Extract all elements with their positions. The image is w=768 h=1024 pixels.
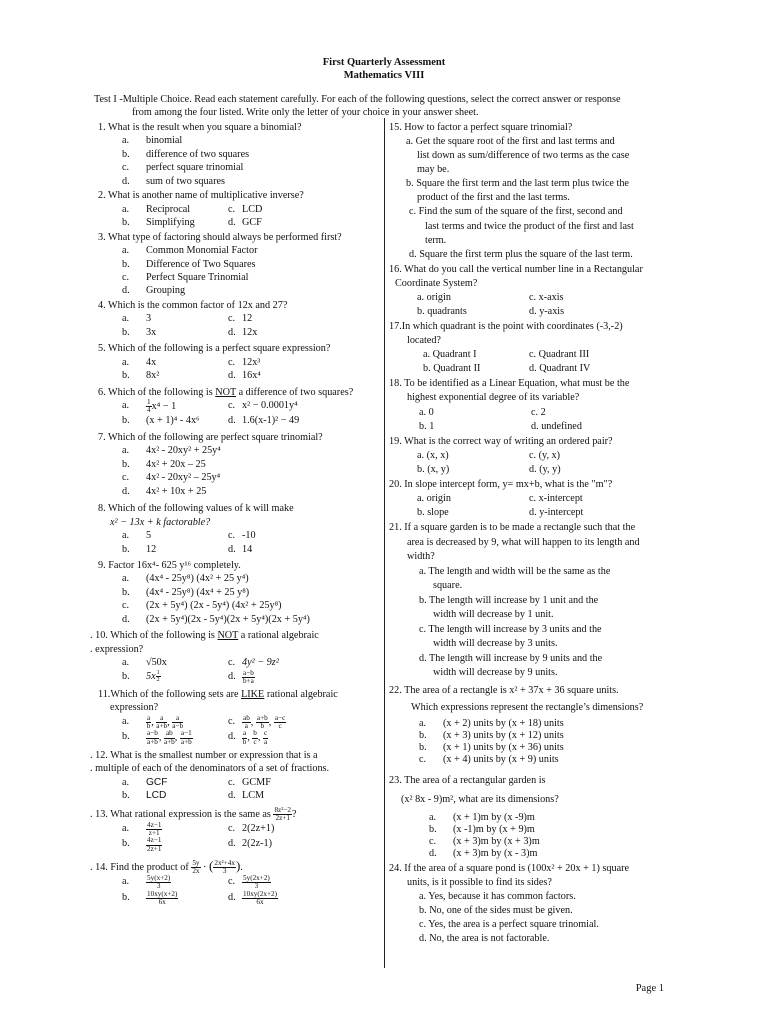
option-row: a. 3 c. 12 [122, 313, 253, 325]
fraction: $\frac{1}{4}$ [147, 398, 151, 415]
instructions-line-2: from among the four listed. Write only the letter of your choice in your answer sheet. [132, 107, 479, 119]
column-divider [384, 118, 385, 968]
question-text: 6. Which of the following is NOT a difference of two squares? [98, 386, 354, 398]
question-text: 19. What is the correct way of writing an ordered pair? [389, 435, 613, 447]
question-11 [88, 688, 380, 746]
question-14 [80, 857, 380, 906]
option-b: b. Difference of Two Squares [122, 258, 256, 270]
question-text: 16. What do you call the vertical number line in a Rectangular [389, 263, 643, 275]
option-row: a. $\frac{5y(x+2)}{3}$ c. $\frac{5y(2x+2)}{3}$ [122, 874, 270, 891]
option-row: b. $\frac{a-b}{a+b}$ , $\frac{ab}{a+b}$ , $\frac{a-1}{a+b}$ d. $\frac{a}{b}$ , $\frac{b}{c}$ , $\frac{c}{a}$ [122, 729, 268, 746]
fraction: $\frac{5y(x+2)}{3}$ [147, 874, 171, 891]
question-2 [88, 189, 380, 229]
question-text: . 13. What rational expression is the same as $\frac{\text{8z²−2}}{2z+1}$ ? [90, 805, 297, 822]
option-row: b. 3x d. 12x [122, 326, 258, 338]
fraction: $\frac{1}{2}$ [156, 670, 160, 684]
option-a: a. (4x⁴ - 25y⁸) (4x² + 25 y⁴) [122, 573, 249, 585]
question-text-continued: . expression? [90, 643, 144, 655]
question-text: . 10. Which of the following is NOT a rational algebraic [90, 630, 319, 642]
option-c: c. Perfect Square Trinomial [122, 271, 249, 283]
question-19: 19. What is the correct way of writing an ordered pair? a. (x, x) c. (y, x) b. (x, y) d. (y, y) [389, 435, 689, 477]
question-text-continued: expression? [110, 702, 159, 714]
question-21: 21. If a square garden is to be made a rectangle such that the area is decreased by 9, what will happen to its length and width? a. The length and width will be the same as the square. b. The length will increase by 1 unit and the width will decrease by 1 unit. c. The length will increase by 3 units and the width will decrease by 3 units. d. The length will increase by 9 units and the width will decrease by 9 units. [389, 521, 689, 680]
question-7 [88, 431, 380, 498]
question-text: 18. To be identified as a Linear Equation, what must be the [389, 378, 630, 390]
question-text: 8. Which of the following values of k will make [98, 503, 294, 515]
option-row: a. $\frac{4z-1}{z+1}$ c. 2(2z+1) [122, 820, 275, 838]
option-row: b. 5x $\frac{1}{2}$ d. $\frac{a-b}{b+a}$ [122, 668, 254, 685]
question-text-continued: . multiple of each of the denominators of a set of fractions. [90, 763, 330, 775]
option-row: a. √50x c. 4y² − 9z² [122, 657, 279, 669]
option-row: b. 12 d. 14 [122, 543, 253, 555]
document-title: First Quarterly Assessment [322, 57, 446, 68]
option-row: a. Reciprocal c. LCD [122, 203, 263, 215]
option-row: b. (x + 1)⁴ - 4x⁶ d. 1.6(x-1)² − 49 [122, 415, 300, 427]
option-row: a. $\frac{1}{4}$ x⁴ − 1 c. x² − 0.0001y⁴ [122, 398, 298, 415]
option-b: b. 4x² + 20x – 25 [122, 458, 206, 470]
option-row: b. Simplifying d. GCF [122, 217, 262, 229]
question-9 [88, 559, 380, 626]
option-c: c. perfect square trinomial [122, 162, 244, 174]
question-22: 22. The area of a rectangle is x² + 37x + 36 square units. Which expressions represent the rectangle’s dimensions? a. (x + 2) units by (x + 18) units b. (x + 3) units by (x + 12) units b. (x + 1) units by (x + 36) units c. (x + 4) units by (x + 9) units [389, 684, 689, 767]
option-c: c. (2x + 5y⁴) (2x - 5y⁴) (4x² + 25y⁸) [122, 600, 282, 612]
question-1 [88, 121, 380, 188]
question-text: 1. What is the result when you square a binomial? [98, 122, 302, 133]
right-column [389, 121, 689, 947]
fraction: $\frac{5y(2x+2)}{3}$ [243, 874, 270, 891]
fraction: $\frac{4z-1}{2z+1}$ [147, 836, 162, 853]
question-text: 22. The area of a rectangle is x² + 37x + 36 square units. [389, 684, 619, 696]
option-row: a. 5 c. -10 [122, 530, 256, 542]
option-a: a. Common Monomial Factor [122, 245, 258, 257]
fraction: $\frac{10xy(2x+2)}{6x}$ [243, 889, 277, 906]
document-subtitle: Mathematics VIII [343, 70, 425, 81]
question-text: 11.Which of the following sets are LIKE rational algebraic [98, 689, 338, 701]
question-8 [88, 502, 380, 556]
question-23: 23. The area of a rectangular garden is (x² 8x - 9)m², what are its dimensions? a. (x + 1)m by (x -9)m b. (x -1)m by (x + 9)m c. (x + 3)m by (x + 3)m d. (x + 3)m by (x - 3)m [389, 774, 689, 861]
fraction: $\frac{\text{8z²−2}}{2z+1}$ [274, 805, 292, 822]
option-a: a. 4x² - 20xy² + 25y⁴ [122, 445, 221, 457]
question-text: . 14. Find the product of $\frac{5y}{2x}$ · ( $\frac{\text{2x²+4x}}{3}$ ). [90, 857, 243, 875]
page-number: Page 1 [635, 983, 664, 994]
left-column [88, 121, 380, 907]
question-text-continued: x² − 13x + k factorable? [110, 516, 211, 528]
question-text: 24. If the area of a square pond is (100x² + 20x + 1) square [389, 862, 630, 874]
question-6 [88, 386, 380, 428]
question-18: 18. To be identified as a Linear Equation, what must be the highest exponential degree of its variable? a. 0 c. 2 b. 1 d. undefined [389, 377, 689, 433]
fraction: $\frac{a-b}{b+a}$ [243, 668, 254, 685]
option-row: a. $\frac{a}{b}$ , $\frac{a}{a+b}$ , $\frac{a}{a-b}$ c. $\frac{ab}{a}$ , $\frac{a+b}{b}$ , $\frac{a-c}{c}$ [122, 713, 286, 731]
question-text: 2. What is another name of multiplicative inverse? [98, 190, 304, 202]
fraction: $\frac{4z-1}{z+1}$ [147, 820, 162, 838]
question-text: . 12. What is the smallest number or expression that is a [90, 749, 318, 761]
option-d: d. 4x² + 10x + 25 [122, 485, 207, 497]
question-text: 3. What type of factoring should always be performed first? [98, 231, 342, 243]
question-text: 21. If a square garden is to be made a rectangle such that the [389, 522, 636, 534]
question-20: 20. In slope intercept form, y= mx+b, what is the "m"? a. origin c. x-intercept b. slope d. y-intercept [389, 478, 689, 520]
option-b: b. (4x⁴ - 25y⁸) (4x⁴ + 25 y⁸) [122, 586, 250, 598]
question-17: 17.In which quadrant is the point with coordinates (-3,-2) located? a. Quadrant I c. Quadrant III b. Quadrant II d. Quadrant IV [389, 320, 689, 376]
question-13 [80, 807, 380, 853]
question-12 [80, 749, 380, 803]
option-row: a. 4x c. 12x³ [122, 356, 261, 368]
question-16: 16. What do you call the vertical number line in a Rectangular Coordinate System? a. origin c. x-axis b. quadrants d. y-axis [389, 263, 689, 319]
question-text: 20. In slope intercept form, y= mx+b, what is the "m"? [389, 478, 613, 490]
option-a: a. binomial [122, 135, 183, 147]
fraction: $\frac{10xy(x+2)}{6x}$ [147, 889, 178, 906]
option-row: b. LCD d. LCM [122, 790, 265, 802]
question-text: 17.In which quadrant is the point with coordinates (-3,-2) [389, 321, 623, 333]
instructions [94, 93, 674, 120]
question-10 [80, 629, 380, 685]
question-24: 24. If the area of a square pond is (100x² + 20x + 1) square units, is it possible to find its sides? a. Yes, because it has common factors. b. No, one of the sides must be given. c. Yes, the area is a perfect square trinomial. d. No, the area is not factorable. [389, 862, 689, 946]
option-d: d. sum of two squares [122, 175, 225, 187]
question-3 [88, 231, 380, 298]
option-row: b. $\frac{10xy(x+2)}{6x}$ d. $\frac{10xy(2x+2)}{6x}$ [122, 889, 277, 906]
option-c: c. 4x² - 20xy² – 25y⁴ [122, 472, 221, 484]
question-15: 15. How to factor a perfect square trinomial? a. Get the square root of the first and last terms and list down as sum/difference of two terms as the case may be. b. Square the first term and the last term plus twice the product of the first and the last terms. c. Find the sum of the square of the first, second and last terms and twice the product of the first and last term. d. Square the first term plus the square of the last term. [389, 121, 689, 262]
question-text: 7. Which of the following are perfect square trinomial? [98, 431, 323, 443]
question-text: 4. Which is the common factor of 12x and 27? [98, 299, 288, 311]
option-b: b. difference of two squares [122, 148, 250, 160]
option-row: a. GCF c. GCMF [122, 776, 271, 788]
option-d: d. Grouping [122, 285, 186, 297]
option-row: b. $\frac{4z-1}{2z+1}$ d. 2(2z-1) [122, 836, 272, 853]
option-d: d. (2x + 5y⁴)(2x - 5y⁴)(2x + 5y⁴)(2x + 5y⁴) [122, 613, 310, 625]
instructions-line-1: Test I -Multiple Choice. Read each statement carefully. For each of the following questions, select the correct answer or response [94, 94, 621, 105]
question-4 [88, 299, 380, 339]
question-text: 5. Which of the following is a perfect square expression? [98, 343, 331, 355]
question-text: 23. The area of a rectangular garden is [389, 774, 546, 786]
option-row: b. 8x² d. 16x⁴ [122, 370, 261, 382]
question-text: 15. How to factor a perfect square trinomial? [389, 122, 573, 133]
question-5 [88, 342, 380, 382]
question-text: 9. Factor 16x⁴- 625 y¹⁶ completely. [98, 560, 241, 571]
